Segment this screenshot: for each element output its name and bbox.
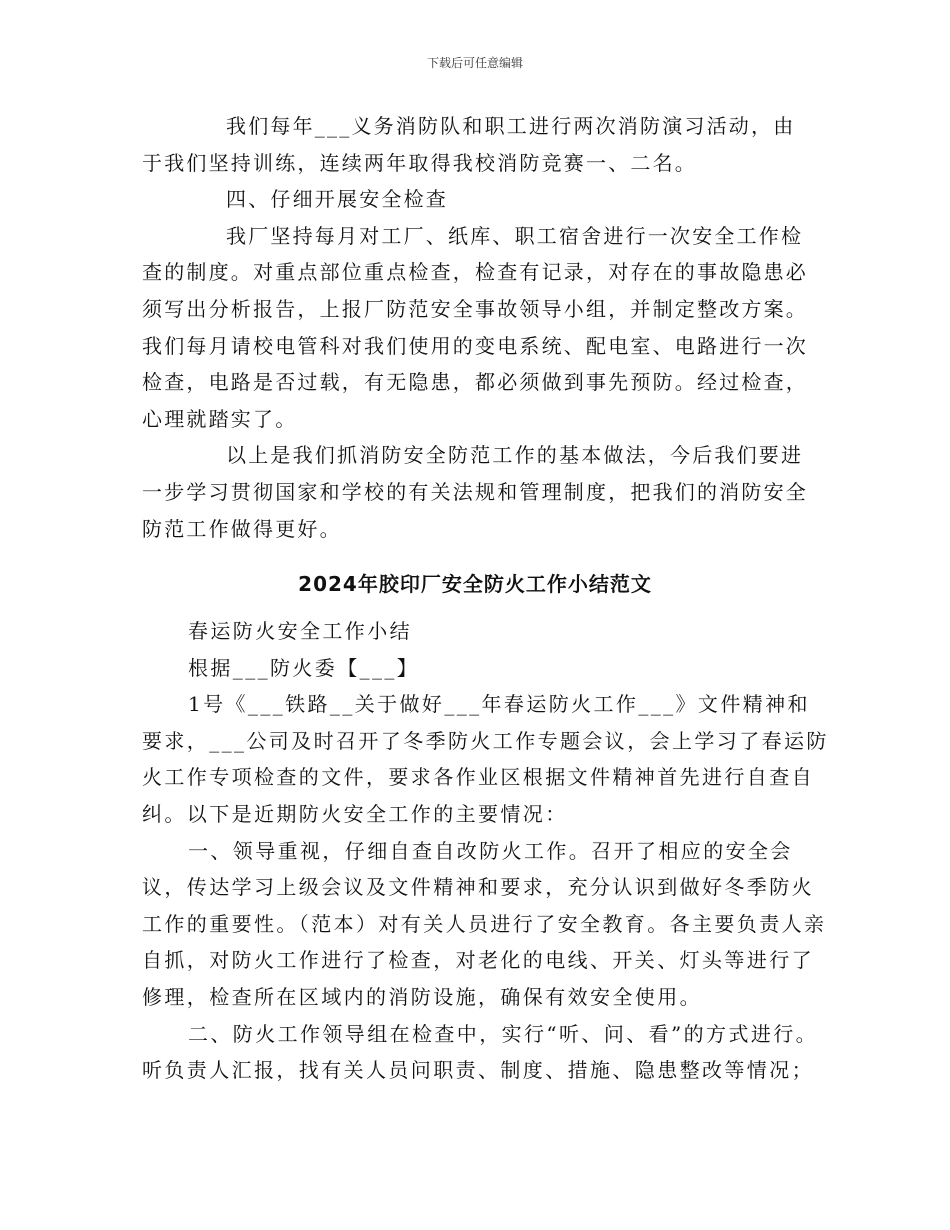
section-heading: 四、仔细开展安全检查 bbox=[226, 187, 448, 212]
paragraph: 二、防火工作领导组在检查中，实行“听、问、看”的方式进行。听负责人汇报，找有关人员问职责、制度、措施、隐患整改等情况； bbox=[142, 1021, 819, 1083]
paragraph: 一、领导重视，仔细自查自改防火工作。召开了相应的安全会议，传达学习上级会议及文件精神和要求，充分认识到做好冬季防火工作的重要性。（范本）对有关人员进行了安全教育。各主要负责人亲自抓，对防火工作进行了检查，对老化的电线、开关、灯头等进行了修理，检查所在区域内的消防设施，确保有效安全使用。 bbox=[142, 838, 827, 1009]
page-header: 下载后可任意编辑 bbox=[426, 56, 523, 70]
paragraph: 我厂坚持每月对工厂、纸库、职工宿舍进行一次安全工作检查的制度。对重点部位重点检查，检查有记录，对存在的事故隐患必须写出分析报告，上报厂防范安全事故领导小组，并制定整改方案。我们每月请校电管科对我们使用的变电系统、配电室、电路进行一次检查，电路是否过载，有无隐患，都必须做到事先预防。经过检查，心理就踏实了。 bbox=[142, 223, 808, 431]
document-title: 2024年胶印厂安全防火工作小结范文 bbox=[298, 572, 652, 596]
paragraph: 1号《___铁路__关于做好___年春运防火工作___》文件精神和要求，___公司及时召开了冬季防火工作专题会议，会上学习了春运防火工作专项检查的文件，要求各作业区根据文件精神首先进行自查自纠。以下是近期防火安全工作的主要情况： bbox=[142, 692, 829, 826]
subtitle-line: 春运防火安全工作小结 bbox=[188, 619, 412, 643]
reference-line: 根据___防火委【___】 bbox=[188, 655, 420, 680]
paragraph: 以上是我们抓消防安全防范工作的基本做法，今后我们要进一步学习贯彻国家和学校的有关法规和管理制度，把我们的消防安全防范工作做得更好。 bbox=[142, 443, 808, 541]
section-2 bbox=[142, 613, 832, 1089]
section-1 bbox=[142, 108, 812, 547]
paragraph: 我们每年___义务消防队和职工进行两次消防演习活动，由于我们坚持训练，连续两年取得我校消防竞赛一、二名。 bbox=[142, 114, 796, 175]
